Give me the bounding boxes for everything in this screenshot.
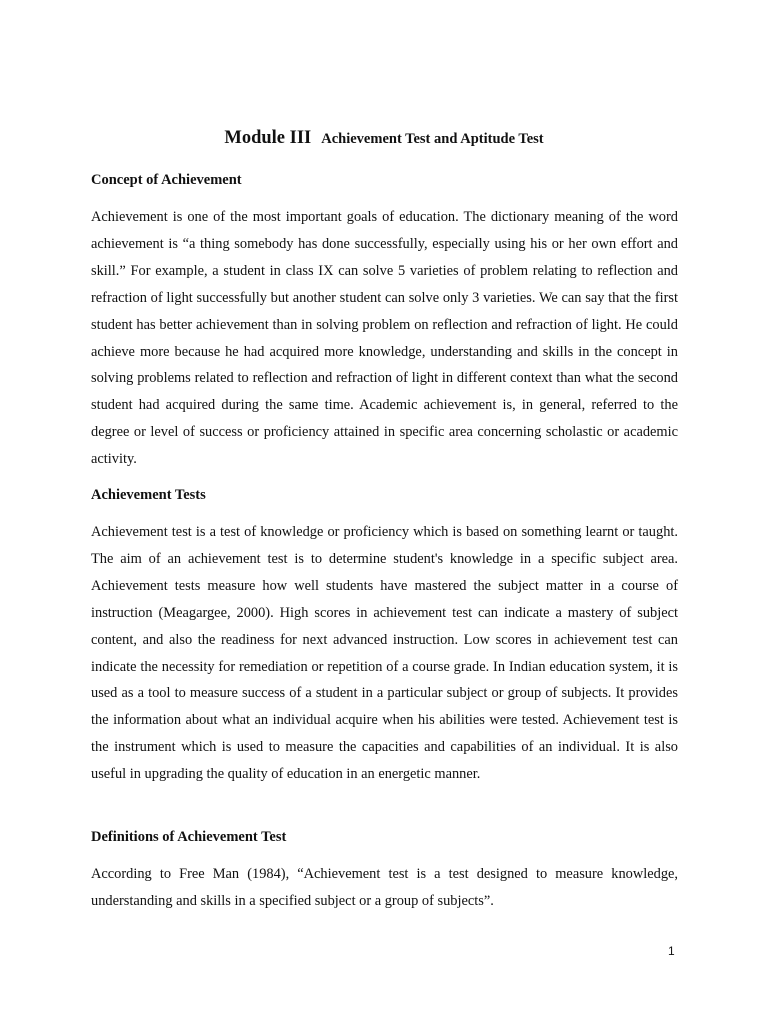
section-paragraph-tests: Achievement test is a test of knowledge or proficiency which is based on something learnt or taught. The aim of an achievement test is to determine student's knowledge in a specific subject area. Achievement tests measure how well students have mastered the subject matter in a course of instruction (Meagargee, 2000). High scores in achievement test can indicate a mastery of subject content, and also the readiness for next advanced instruction. Low scores in achievement test can indicate the necessity for remediation or repetition of a course grade. In Indian education system, it is used as a tool to measure success of a student in a particular subject or group of subjects. It provides the information about what an individual acquire when his abilities were tested. Achievement test is the instrument which is used to measure the capacities and capabilities of an individual. It is also useful in upgrading the quality of education in an energetic manner. [91, 524, 678, 783]
section-paragraph-definitions: According to Free Man (1984), “Achievement test is a test designed to measure knowledge, understanding and skills in a specified subject or a group of subjects”. [91, 866, 678, 909]
section-heading-concept: Concept of Achievement [91, 172, 242, 188]
module-label: Module III [224, 128, 312, 148]
section-paragraph-concept: Achievement is one of the most important goals of education. The dictionary meaning of the word achievement is “a thing somebody has done successfully, especially using his or her own effort and skill.” For example, a student in class IX can solve 5 varieties of problem relating to reflection and refraction of light successfully but another student can solve only 3 varieties. We can say that the first student has better achievement than in solving problem on reflection and refraction of light. He could achieve more because he had acquired more knowledge, understanding and skills in the concept in solving problems related to reflection and refraction of light in different context than what the second student had acquired during the same time. Academic achievement is, in general, referred to the degree or level of success or proficiency attained in specific area concerning scholastic or academic activity. [91, 209, 678, 468]
module-subtitle: Achievement Test and Aptitude Test [321, 131, 544, 147]
page-title [0, 128, 768, 149]
section-heading-definitions: Definitions of Achievement Test [91, 829, 287, 845]
section-heading-tests: Achievement Tests [91, 487, 206, 503]
page-number: 1 [668, 944, 675, 958]
